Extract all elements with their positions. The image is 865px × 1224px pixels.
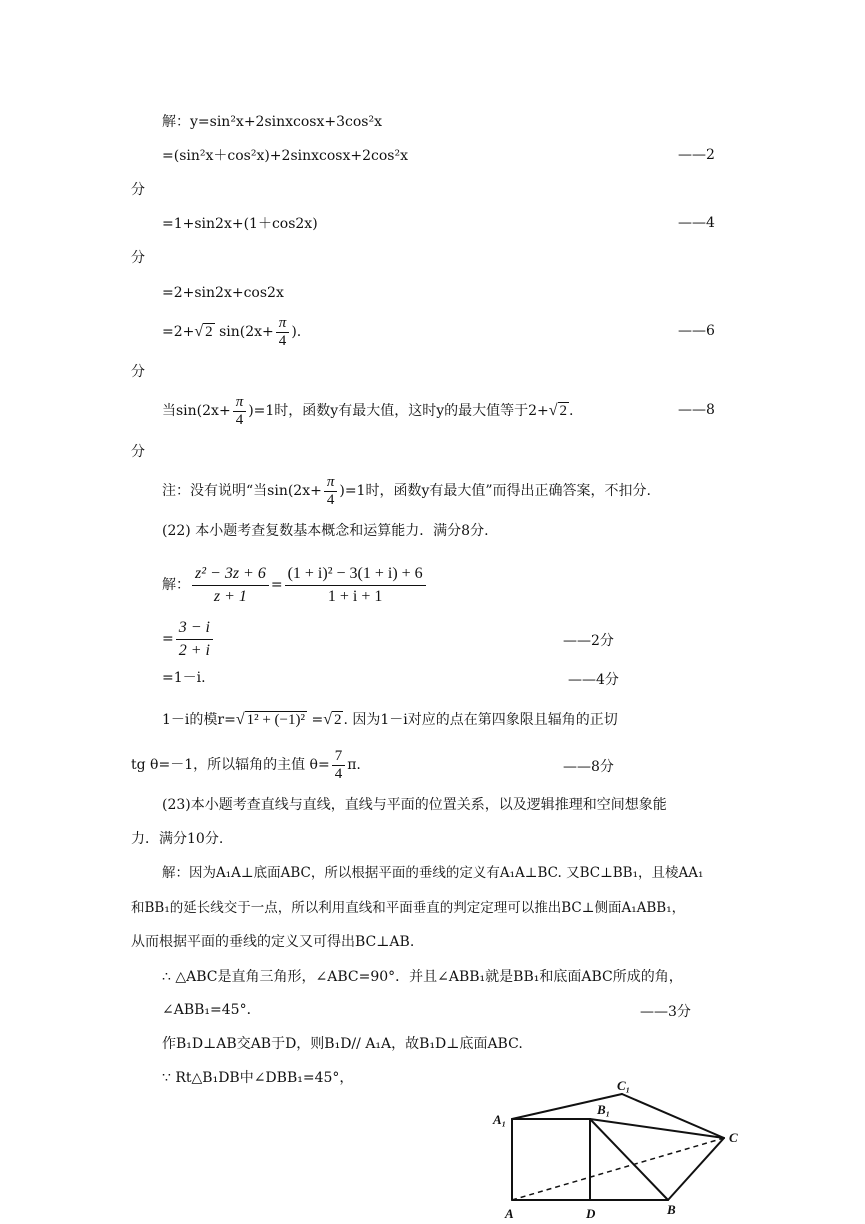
- solution-line-1: 解：y=sin²x+2sinxcosx+3cos²x: [162, 114, 382, 130]
- problem-22-line-3: =1－i.: [162, 670, 206, 686]
- score-mark: ——4分: [568, 672, 619, 688]
- hidden-edge-a-c: [512, 1138, 724, 1200]
- edge-c1-c: [622, 1094, 724, 1138]
- problem-23-line-5: ∠ABB₁=45°．: [162, 1002, 261, 1018]
- edge-a1-c1: [512, 1094, 622, 1119]
- label-a: A: [505, 1206, 514, 1221]
- equals: =: [162, 631, 174, 647]
- problem-23-heading-cont: 力．满分10分.: [131, 831, 224, 847]
- score-mark: ——2: [678, 147, 715, 163]
- sqrt-two: √ 2: [194, 323, 213, 340]
- text-fragment: . 因为1－i对应的点在第四象限且辐角的正切: [343, 712, 618, 728]
- score-mark: ——4: [678, 215, 715, 231]
- edge-b1-c: [590, 1119, 724, 1138]
- sqrt-two: √ 2: [323, 711, 342, 728]
- score-unit: 分: [131, 250, 145, 266]
- score-mark: ——2分: [563, 633, 614, 649]
- text-fragment: )=1时，函数y有最大值，这时y的最大值等于2+: [248, 403, 549, 419]
- text-fragment: =: [311, 712, 324, 728]
- score-mark: ——8: [678, 402, 715, 418]
- score-unit: 分: [131, 182, 145, 198]
- solution-line-3: =1+sin2x+(1＋cos2x): [162, 216, 318, 232]
- problem-23-heading: (23)本小题考查直线与直线，直线与平面的位置关系，以及逻辑推理和空间想象能: [162, 797, 667, 813]
- text-fragment: )=1时，函数y有最大值”而得出正确答案，不扣分.: [339, 483, 651, 499]
- text-fragment: 当sin(2x+: [162, 403, 231, 419]
- problem-22-line-5: [131, 743, 361, 787]
- solution-line-2: =(sin²x＋cos²x)+2sinxcosx+2cos²x: [162, 148, 408, 164]
- pi-over-four: $\frac{\pi}{4}$: [276, 315, 290, 350]
- problem-23-line-6: 作B₁D⊥AB交AB于D，则B₁D// A₁A，故B₁D⊥底面ABC.: [162, 1036, 523, 1052]
- text-fragment: 1－i的模r=: [162, 712, 236, 728]
- text-fragment: ).: [291, 324, 302, 340]
- label-b: B: [667, 1202, 676, 1217]
- text-fragment: sin(2x+: [219, 324, 274, 340]
- fraction-z: $\frac{\text{z² − 3z + 6}}{z + 1}$: [192, 563, 269, 608]
- problem-23-line-1: 解：因为A₁A⊥底面ABC，所以根据平面的垂线的定义有A₁A⊥BC. 又BC⊥BB₁，且棱AA₁: [162, 865, 704, 881]
- solution-line-4: =2+sin2x+cos2x: [162, 285, 284, 301]
- label-a1: A₁: [493, 1112, 507, 1127]
- edge-b-c: [668, 1138, 724, 1200]
- text-fragment: .: [569, 403, 574, 419]
- problem-22-line-1: [162, 560, 428, 610]
- pi-over-four: $\frac{\pi}{4}$: [233, 394, 247, 429]
- score-mark: ——3分: [640, 1004, 691, 1020]
- score-unit: 分: [131, 364, 145, 380]
- text-fragment: 注：没有说明“当sin(2x+: [162, 483, 322, 499]
- solution-line-6: [162, 391, 574, 431]
- problem-22-line-4: [162, 702, 618, 738]
- pi-over-four: $\frac{\pi}{4}$: [324, 474, 338, 509]
- fraction-3-minus-i: $\frac{3 - i}{2 + i}$: [176, 617, 213, 662]
- sqrt-modulus: √ 1² + (−1)²: [235, 711, 305, 728]
- problem-23-line-3: 从而根据平面的垂线的定义又可得出BC⊥AB.: [131, 934, 415, 950]
- score-mark: ——6: [678, 323, 715, 339]
- label-b1: B₁: [597, 1102, 611, 1117]
- problem-23-line-4: ∴ △ABC是直角三角形，∠ABC=90°．并且∠ABB₁就是BB₁和底面ABC所成的角，: [162, 969, 683, 985]
- fraction-i: $\frac{\text{(1 + i)² − 3(1 + i) + 6}}{1 + i + 1}$: [285, 563, 426, 608]
- score-mark: ——8分: [563, 759, 614, 775]
- label-c: C: [729, 1130, 738, 1145]
- problem-23-line-7: ∵ Rt△B₁DB中∠DBB₁=45°，: [162, 1070, 354, 1086]
- text-fragment: tg θ=－1，所以辐角的主值 θ=: [131, 757, 330, 773]
- label-d: D: [586, 1206, 596, 1221]
- problem-23-line-2: 和BB₁的延长线交于一点，所以利用直线和平面垂直的判定定理可以推出BC⊥侧面A₁ABB₁，: [131, 900, 686, 916]
- solution-line-5: [162, 312, 301, 352]
- problem-22-heading: (22) 本小题考查复数基本概念和运算能力．满分8分.: [162, 523, 489, 539]
- sqrt-two: √ 2: [548, 402, 568, 419]
- text-fragment: π.: [347, 757, 361, 773]
- seven-over-four: $\frac{7}{4}$: [332, 748, 346, 783]
- text-fragment: =2+: [162, 324, 195, 340]
- text-fragment: 解：: [162, 577, 190, 593]
- note-line: [162, 471, 651, 511]
- problem-22-line-2: [162, 616, 215, 662]
- equals: =: [270, 577, 283, 593]
- edge-b1-b: [590, 1119, 668, 1200]
- score-unit: 分: [131, 444, 145, 460]
- label-c1: C₁: [617, 1078, 631, 1093]
